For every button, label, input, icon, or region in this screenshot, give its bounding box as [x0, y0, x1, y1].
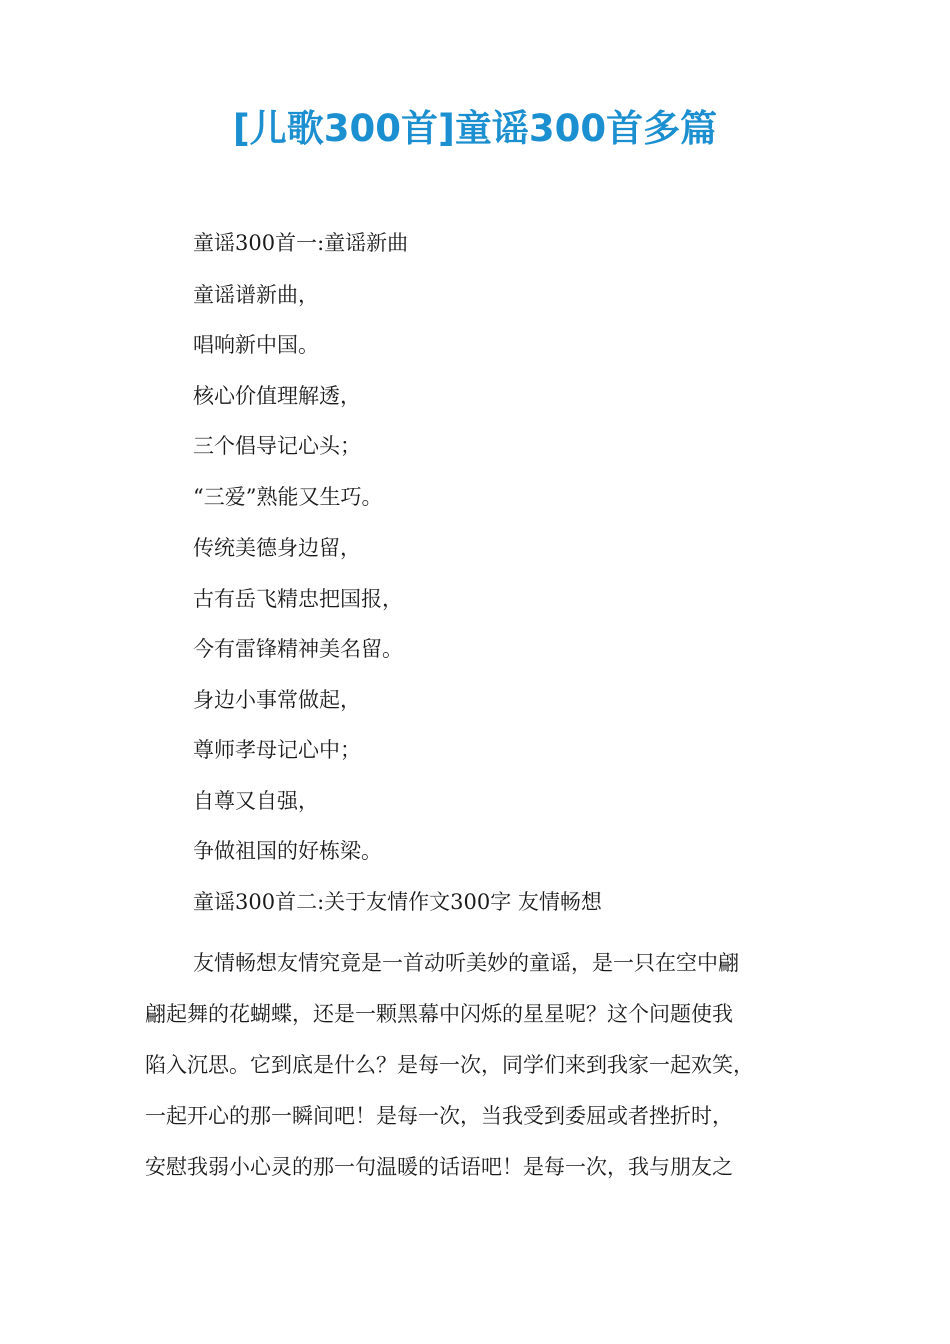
essay-paragraph [145, 938, 810, 1193]
poem-line: 传统美德身边留， [193, 536, 361, 560]
poem-line: 争做祖国的好栋梁。 [193, 839, 382, 863]
poem-line: 三个倡导记心头； [193, 434, 361, 458]
paragraph-line: 一起开心的那一瞬间吧！是每一次，当我受到委屈或者挫折时， [145, 1104, 733, 1128]
poem-line: 古有岳飞精忠把国报， [193, 587, 403, 611]
paragraph-line: 安慰我弱小心灵的那一句温暖的话语吧！是每一次，我与朋友之 [145, 1155, 733, 1179]
poem-line: 唱响新中国。 [193, 333, 319, 357]
poem-line: “三爱”熟能又生巧。 [193, 485, 383, 509]
section-heading-2: 童谣300首二:关于友情作文300字 友情畅想 [193, 890, 602, 914]
section-heading-1: 童谣300首一:童谣新曲 [193, 231, 409, 255]
poem-line: 核心价值理解透， [193, 384, 361, 408]
document-title: [儿歌300首]童谣300首多篇 [232, 107, 718, 150]
poem-line: 尊师孝母记心中； [193, 738, 361, 762]
poem-line: 身边小事常做起， [193, 688, 361, 712]
paragraph-line: 陷入沉思。它到底是什么？是每一次，同学们来到我家一起欢笑， [145, 1053, 754, 1077]
poem-line: 童谣谱新曲， [193, 283, 319, 307]
paragraph-line: 翩起舞的花蝴蝶，还是一颗黑幕中闪烁的星星呢？这个问题使我 [145, 1002, 733, 1026]
poem-line: 自尊又自强， [193, 789, 319, 813]
paragraph-line: 友情畅想友情究竟是一首动听美妙的童谣，是一只在空中翩 [193, 951, 739, 975]
poem-line: 今有雷锋精神美名留。 [193, 637, 403, 661]
